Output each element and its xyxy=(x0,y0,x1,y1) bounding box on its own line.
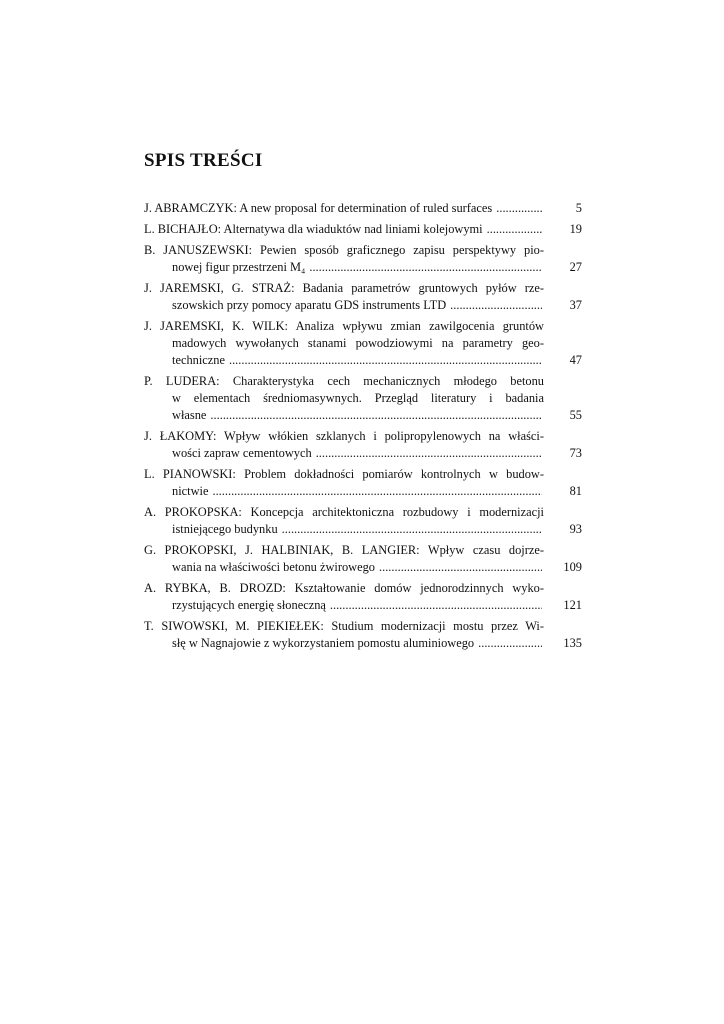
toc-entry-line xyxy=(144,390,544,407)
toc-entry xyxy=(144,542,582,576)
toc-entry-text: J. ŁAKOMY: Wpływ włókien szklanych i polipropylenowych na właści- xyxy=(144,429,544,443)
toc-entry-line xyxy=(144,466,544,483)
toc-entry-text: rzystujących energię słoneczną xyxy=(172,598,326,612)
table-of-contents xyxy=(144,200,582,656)
toc-page-number: 109 xyxy=(563,560,582,574)
page-title: SPIS TREŚCI xyxy=(144,150,263,171)
toc-page-number: 121 xyxy=(563,598,582,612)
toc-entry xyxy=(144,200,582,217)
toc-entry-text: istniejącego budynku xyxy=(172,522,278,536)
toc-entry xyxy=(144,318,582,369)
toc-entry-line xyxy=(144,445,544,462)
toc-entry-text: L. PIANOWSKI: Problem dokładności pomiarów kontrolnych w budow- xyxy=(144,467,544,481)
toc-entry-line xyxy=(144,635,544,652)
toc-entry-line xyxy=(144,542,544,559)
toc-entry-text: w elementach średniomasywnych. Przegląd literatury i badania xyxy=(172,391,544,405)
toc-page-number: 81 xyxy=(569,484,582,498)
dot-leader xyxy=(212,483,542,500)
toc-entry-line xyxy=(144,483,544,500)
toc-entry-text: L. BICHAJŁO: Alternatywa dla wiaduktów nad liniami kolejowymi xyxy=(144,222,483,236)
dot-leader xyxy=(450,297,542,314)
toc-entry-line xyxy=(144,428,544,445)
dot-leader xyxy=(316,445,542,462)
toc-entry-text: wania na właściwości betonu żwirowego xyxy=(172,560,376,574)
toc-page-number: 19 xyxy=(569,222,582,236)
toc-entry-line xyxy=(144,297,544,314)
toc-page-number: 135 xyxy=(563,636,582,650)
toc-entry-text: nowej figur przestrzeni M₄ xyxy=(172,260,306,274)
dot-leader xyxy=(496,200,542,217)
dot-leader xyxy=(478,635,542,652)
toc-entry-text: J. JAREMSKI, K. WILK: Analiza wpływu zmian zawilgocenia gruntów xyxy=(144,319,544,333)
toc-entry-line xyxy=(144,259,544,276)
toc-entry-line xyxy=(144,280,544,297)
toc-entry-line xyxy=(144,407,544,424)
toc-entry xyxy=(144,428,582,462)
toc-entry-text: szowskich przy pomocy aparatu GDS instruments LTD xyxy=(172,298,447,312)
toc-entry xyxy=(144,221,582,238)
toc-entry-text: G. PROKOPSKI, J. HALBINIAK, B. LANGIER: Wpływ czasu dojrze- xyxy=(144,543,544,557)
toc-page-number: 93 xyxy=(569,522,582,536)
toc-entry-line xyxy=(144,521,544,538)
toc-entry-line xyxy=(144,318,544,335)
toc-entry-line xyxy=(144,504,544,521)
toc-page-number: 47 xyxy=(569,353,582,367)
dot-leader xyxy=(210,407,542,424)
toc-entry-text: P. LUDERA: Charakterystyka cech mechanicznych młodego betonu xyxy=(144,374,544,388)
toc-entry-text: J. ABRAMCZYK: A new proposal for determination of ruled surfaces xyxy=(144,201,493,215)
toc-page-number: 55 xyxy=(569,408,582,422)
toc-entry-text: T. SIWOWSKI, M. PIEKIEŁEK: Studium modernizacji mostu przez Wi- xyxy=(144,619,544,633)
toc-page-number: 73 xyxy=(569,446,582,460)
dot-leader xyxy=(379,559,542,576)
toc-entry-text: słę w Nagnajowie z wykorzystaniem pomostu aluminiowego xyxy=(172,636,475,650)
toc-entry-text: nictwie xyxy=(172,484,209,498)
toc-entry-text: A. PROKOPSKA: Koncepcja architektoniczna rozbudowy i modernizacji xyxy=(144,505,544,519)
toc-entry xyxy=(144,242,582,276)
dot-leader xyxy=(487,221,542,238)
toc-entry xyxy=(144,466,582,500)
dot-leader xyxy=(229,352,542,369)
toc-page-number: 37 xyxy=(569,298,582,312)
toc-entry-line xyxy=(144,580,544,597)
toc-entry-text: A. RYBKA, B. DROZD: Kształtowanie domów jednorodzinnych wyko- xyxy=(144,581,544,595)
toc-entry-line xyxy=(144,597,544,614)
toc-entry-line xyxy=(144,352,544,369)
toc-entry-text: wości zapraw cementowych xyxy=(172,446,312,460)
toc-entry-text: własne xyxy=(172,408,207,422)
toc-page-number: 5 xyxy=(575,201,582,215)
toc-entry xyxy=(144,618,582,652)
toc-page-number: 27 xyxy=(569,260,582,274)
toc-entry xyxy=(144,504,582,538)
toc-entry-text: B. JANUSZEWSKI: Pewien sposób graficznego zapisu perspektywy pio- xyxy=(144,243,544,257)
dot-leader xyxy=(282,521,542,538)
dot-leader xyxy=(330,597,542,614)
toc-entry-text: techniczne xyxy=(172,353,225,367)
toc-entry-line xyxy=(144,242,544,259)
toc-entry xyxy=(144,373,582,424)
toc-entry-line xyxy=(144,335,544,352)
toc-entry-line xyxy=(144,559,544,576)
toc-entry-line xyxy=(144,221,544,238)
toc-entry-line xyxy=(144,618,544,635)
toc-entry-line xyxy=(144,373,544,390)
toc-entry-line xyxy=(144,200,544,217)
dot-leader xyxy=(309,259,542,276)
toc-entry-text: J. JAREMSKI, G. STRAŻ: Badania parametrów gruntowych pyłów rze- xyxy=(144,281,544,295)
toc-entry xyxy=(144,580,582,614)
toc-entry xyxy=(144,280,582,314)
toc-entry-text: madowych wywołanych stanami powodziowymi na parametry geo- xyxy=(172,336,544,350)
